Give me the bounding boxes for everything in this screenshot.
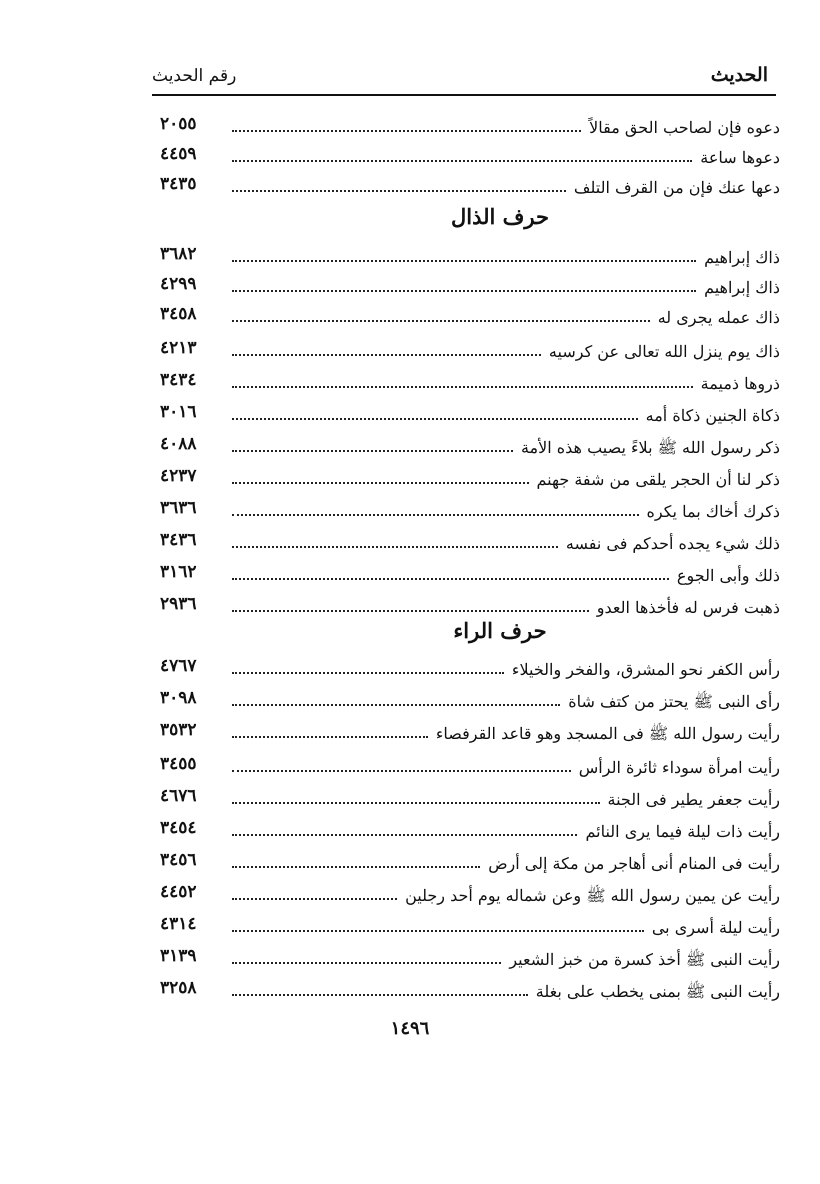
index-entry	[160, 718, 780, 748]
index-entry	[160, 654, 780, 684]
entry-text: ذلك شيء يجده أحدكم فى نفسه	[565, 534, 780, 553]
entry-text: ذكر رسول الله ﷺ بلاءً يصيب هذه الأمة	[520, 438, 780, 457]
index-entry	[160, 400, 780, 430]
leader-dots	[232, 386, 693, 388]
entry-text: ذكر لنا أن الحجر يلقى من شفة جهنم	[536, 470, 780, 489]
hadith-number: ٢٩٣٦	[160, 594, 197, 614]
entry-text: دعها عنك فإن من القرف التلف	[573, 178, 780, 197]
entry-text: رأيت النبى ﷺ أخذ كسرة من خبز الشعير	[509, 950, 780, 969]
hadith-number: ٣٤٥٤	[160, 818, 197, 838]
index-entry	[160, 816, 780, 846]
hadith-number: ٣١٦٢	[160, 562, 197, 582]
leader-dots	[232, 354, 541, 356]
entry-text: ذاك إبراهيم	[704, 278, 780, 297]
leader-dots	[232, 866, 480, 868]
hadith-number: ٤٢٩٩	[160, 274, 197, 294]
entry-text: رأيت النبى ﷺ بمنى يخطب على بغلة	[535, 982, 780, 1001]
leader-dots	[232, 802, 600, 804]
leader-dots	[232, 962, 501, 964]
leader-dots	[232, 514, 639, 516]
entry-text: ذاك إبراهيم	[704, 248, 780, 267]
index-entry	[160, 496, 780, 526]
index-entry	[160, 464, 780, 494]
section-title-text: حرف الراء	[453, 618, 547, 643]
page-header	[152, 62, 776, 96]
index-entry	[160, 976, 780, 1006]
entry-text: رأيت عن يمين رسول الله ﷺ وعن شماله يوم أحد رجلين	[405, 886, 780, 905]
leader-dots	[232, 290, 696, 292]
hadith-number: ٤٣١٤	[160, 914, 197, 934]
page-number: ١٤٩٦	[390, 1018, 430, 1039]
leader-dots	[232, 190, 566, 192]
entry-text: ذاك يوم ينزل الله تعالى عن كرسيه	[548, 342, 780, 361]
hadith-number: ٤٦٧٦	[160, 786, 197, 806]
hadith-number: ٣٢٥٨	[160, 978, 197, 998]
index-entry	[160, 336, 780, 366]
index-entry	[160, 272, 780, 302]
hadith-number: ٤٤٥٢	[160, 882, 197, 902]
index-entry	[160, 784, 780, 814]
index-entry	[160, 752, 780, 782]
hadith-number: ٣٦٣٦	[160, 498, 197, 518]
hadith-number: ٢٠٥٥	[160, 114, 197, 134]
index-entry	[160, 528, 780, 558]
index-entry	[160, 112, 780, 142]
hadith-number: ٤٠٨٨	[160, 434, 197, 454]
entry-text: رأس الكفر نحو المشرق، والفخر والخيلاء	[511, 660, 780, 679]
leader-dots	[232, 418, 638, 420]
entry-text: رأيت رسول الله ﷺ فى المسجد وهو قاعد القرفصاء	[435, 724, 780, 743]
hadith-number: ٣٤٣٤	[160, 370, 197, 390]
hadith-number: ٣٦٨٢	[160, 244, 197, 264]
index-entry	[160, 848, 780, 878]
hadith-number: ٣٤٣٦	[160, 530, 197, 550]
leader-dots	[232, 578, 669, 580]
leader-dots	[232, 130, 581, 132]
entry-text: رأيت ليلة أسرى بى	[651, 918, 780, 937]
hadith-number: ٣٠١٦	[160, 402, 197, 422]
entry-text: ذكرك أخاك بما يكره	[646, 502, 780, 521]
hadith-number: ٣٤٥٥	[160, 754, 197, 774]
leader-dots	[232, 994, 528, 996]
entry-text: رأيت ذات ليلة فيما يرى النائم	[585, 822, 780, 841]
index-entry	[160, 686, 780, 716]
hadith-number: ٤٧٦٧	[160, 656, 197, 676]
entry-text: ذهبت فرس له فأخذها العدو	[596, 598, 780, 617]
hadith-number: ٤٢١٣	[160, 338, 197, 358]
index-entry	[160, 142, 780, 172]
entry-text: دعوه فإن لصاحب الحق مقالاً	[589, 118, 780, 137]
index-entry	[160, 368, 780, 398]
index-entry	[160, 172, 780, 202]
index-entry	[160, 302, 780, 332]
entry-text: رأيت امرأة سوداء ثائرة الرأس	[578, 758, 780, 777]
entry-text: رأى النبى ﷺ يحتز من كتف شاة	[568, 692, 780, 711]
hadith-number: ٣٥٣٢	[160, 720, 197, 740]
section-title-text: حرف الذال	[451, 204, 549, 229]
hadith-number: ٣١٣٩	[160, 946, 197, 966]
leader-dots	[232, 704, 560, 706]
index-entry	[160, 242, 780, 272]
entry-text: رأيت جعفر يطير فى الجنة	[607, 790, 780, 809]
entry-text: ذكاة الجنين ذكاة أمه	[645, 406, 780, 425]
leader-dots	[232, 672, 504, 674]
section-title	[0, 204, 820, 229]
entry-text: ذاك عمله يجرى له	[657, 308, 780, 327]
hadith-number: ٤٤٥٩	[160, 144, 197, 164]
header-hadith-label: الحديث	[710, 64, 768, 86]
leader-dots	[232, 834, 577, 836]
leader-dots	[232, 610, 589, 612]
section-title	[0, 618, 820, 643]
entry-text: دعوها ساعة	[700, 148, 780, 167]
leader-dots	[232, 260, 696, 262]
leader-dots	[232, 160, 692, 162]
index-entry	[160, 912, 780, 942]
hadith-number: ٣٤٥٨	[160, 304, 197, 324]
leader-dots	[232, 320, 650, 322]
leader-dots	[232, 736, 428, 738]
leader-dots	[232, 898, 397, 900]
leader-dots	[232, 482, 529, 484]
hadith-number: ٤٢٣٧	[160, 466, 197, 486]
leader-dots	[232, 450, 513, 452]
hadith-number: ٣٤٣٥	[160, 174, 197, 194]
hadith-number: ٣٠٩٨	[160, 688, 197, 708]
leader-dots	[232, 930, 644, 932]
entry-text: رأيت فى المنام أنى أهاجر من مكة إلى أرض	[488, 854, 780, 873]
index-entry	[160, 944, 780, 974]
hadith-number: ٣٤٥٦	[160, 850, 197, 870]
entry-text: ذلك وأبى الجوع	[676, 566, 780, 585]
header-number-label: رقم الحديث	[152, 66, 237, 86]
leader-dots	[232, 770, 571, 772]
index-entry	[160, 432, 780, 462]
entry-text: ذروها ذميمة	[700, 374, 780, 393]
index-entry	[160, 880, 780, 910]
index-entry	[160, 560, 780, 590]
leader-dots	[232, 546, 558, 548]
